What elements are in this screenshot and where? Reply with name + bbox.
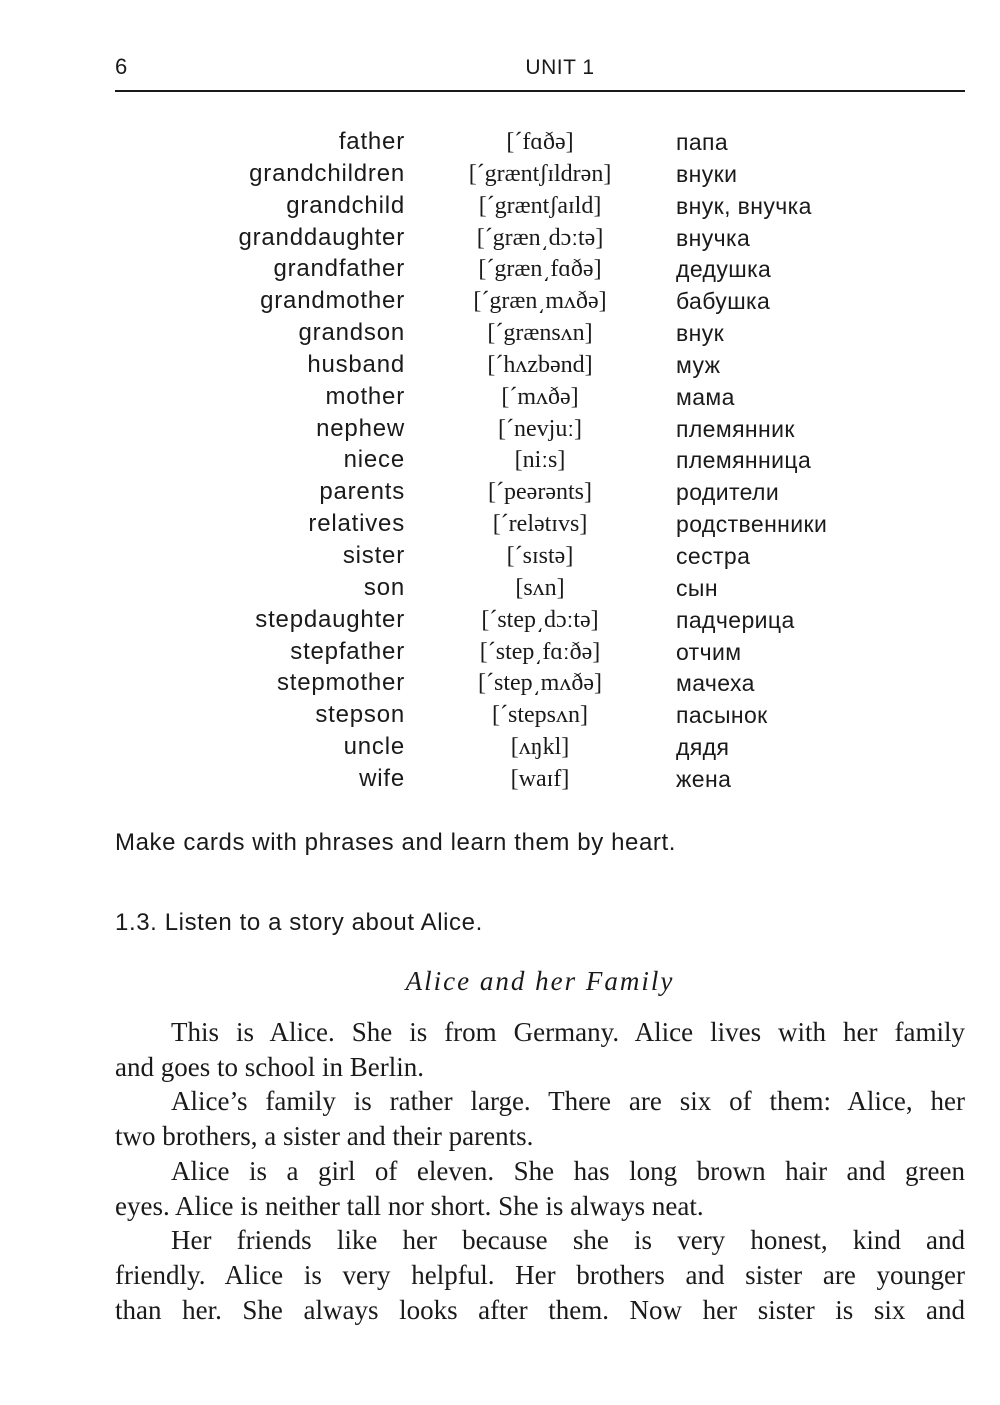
vocabulary-row — [115, 253, 965, 285]
transcription: [ˊstepsʌn] — [492, 702, 588, 729]
vocabulary-row — [115, 158, 965, 190]
english-word: grandmother — [260, 287, 405, 315]
vocabulary-row — [115, 604, 965, 636]
english-word: son — [363, 573, 405, 601]
transcription: [ˊgræntʃɪldrən] — [468, 160, 612, 187]
vocabulary-row — [115, 540, 965, 572]
english-word: granddaughter — [238, 223, 405, 251]
russian-translation: внук, внучка — [676, 192, 812, 219]
russian-translation: внук — [676, 320, 725, 347]
vocabulary-row — [115, 413, 965, 445]
russian-translation: дядя — [676, 734, 730, 761]
english-word: husband — [307, 350, 405, 378]
vocabulary-row — [115, 349, 965, 381]
english-word: grandchild — [286, 191, 405, 219]
vocabulary-row — [115, 222, 965, 254]
transcription: [ˊgræntʃaɪld] — [478, 192, 602, 219]
transcription: [ˊgræn͵dɔːtə] — [476, 224, 604, 251]
english-word: relatives — [308, 510, 405, 538]
vocabulary-row — [115, 317, 965, 349]
russian-translation: родители — [676, 479, 780, 506]
english-word: stepson — [315, 701, 405, 729]
transcription: [ˊstep͵dɔːtə] — [481, 606, 599, 633]
russian-translation: папа — [676, 129, 729, 155]
vocabulary-row — [115, 572, 965, 604]
russian-translation: внучка — [676, 224, 751, 251]
vocabulary-row — [115, 190, 965, 222]
russian-translation: муж — [676, 351, 721, 378]
russian-translation: сын — [676, 574, 718, 601]
transcription: [ˊgræn͵fɑðə] — [478, 256, 602, 283]
english-word: niece — [343, 446, 405, 474]
vocabulary-row — [115, 731, 965, 763]
transcription: [ˊpeərənts] — [488, 479, 592, 506]
russian-translation: мама — [676, 383, 735, 410]
story-line: Alice’s family is rather large. There are six of them: Alice, her — [171, 1086, 965, 1117]
transcription: [ˊhʌzbənd] — [487, 351, 593, 378]
vocabulary-row — [115, 667, 965, 699]
transcription: [ˊnevjuː] — [498, 415, 582, 442]
story-line: Alice is a girl of eleven. She has long brown hair and green — [171, 1155, 965, 1186]
story-line: two brothers, a sister and their parents. — [115, 1121, 534, 1152]
vocabulary-list — [115, 126, 965, 795]
vocabulary-row — [115, 126, 965, 158]
story-text — [115, 1015, 965, 1327]
russian-translation: жена — [676, 765, 732, 792]
russian-translation: отчим — [676, 638, 742, 665]
russian-translation: пасынок — [676, 702, 768, 729]
story-line: eyes. Alice is neither tall nor short. She is always neat. — [115, 1190, 704, 1221]
vocabulary-row — [115, 508, 965, 540]
russian-translation: бабушка — [676, 288, 771, 315]
transcription: [waɪf] — [510, 765, 570, 792]
russian-translation: мачеха — [676, 670, 755, 697]
transcription: [ˊsɪstə] — [506, 542, 574, 569]
transcription: [ˊgræn͵mʌðə] — [473, 288, 607, 315]
english-word: uncle — [343, 733, 405, 761]
transcription: [sʌn] — [515, 574, 565, 601]
page-header — [115, 52, 965, 92]
english-word: stepdaughter — [255, 605, 405, 633]
english-word: grandson — [298, 319, 405, 347]
english-word: nephew — [316, 414, 405, 442]
english-word: father — [338, 128, 405, 155]
vocabulary-row — [115, 763, 965, 795]
english-word: stepmother — [276, 669, 405, 697]
transcription: [ˊstep͵mʌðə] — [478, 670, 602, 697]
russian-translation: дедушка — [676, 256, 772, 283]
story-line: than her. She always looks after them. Now her sister is six and — [115, 1294, 965, 1325]
russian-translation: сестра — [676, 542, 751, 569]
running-head: UNIT 1 — [525, 56, 595, 79]
instruction-text: Make cards with phrases and learn them by heart. — [115, 829, 677, 856]
story-line: and goes to school in Berlin. — [115, 1051, 424, 1082]
english-word: grandfather — [273, 255, 405, 283]
page-number: 6 — [115, 54, 128, 79]
story-line: This is Alice. She is from Germany. Alice lives with her family — [171, 1017, 965, 1047]
vocabulary-row — [115, 699, 965, 731]
russian-translation: внуки — [676, 160, 738, 187]
transcription: [ˊmʌðə] — [501, 383, 579, 410]
story-line: Her friends like her because she is very honest, kind and — [171, 1225, 965, 1256]
english-word: mother — [325, 382, 405, 410]
vocabulary-row — [115, 381, 965, 413]
transcription: [ˊrelətɪvs] — [492, 511, 588, 538]
transcription: [ˊstep͵fɑːðə] — [479, 638, 601, 665]
english-word: stepfather — [290, 637, 405, 665]
english-word: sister — [342, 541, 405, 569]
vocabulary-row — [115, 285, 965, 317]
vocabulary-row — [115, 444, 965, 476]
transcription: [ˊgrænsʌn] — [487, 320, 593, 347]
russian-translation: падчерица — [676, 606, 795, 633]
transcription: [niːs] — [514, 447, 566, 474]
story-line: friendly. Alice is very helpful. Her brothers and sister are younger — [115, 1259, 965, 1290]
english-word: parents — [319, 478, 405, 506]
russian-translation: племянник — [676, 415, 795, 442]
exercise-heading: 1.3. Listen to a story about Alice. — [115, 909, 483, 936]
transcription: [ˊfɑðə] — [506, 129, 574, 155]
russian-translation: племянница — [676, 447, 812, 474]
english-word: grandchildren — [249, 159, 405, 187]
english-word: wife — [359, 764, 405, 792]
vocabulary-row — [115, 636, 965, 668]
vocabulary-row — [115, 476, 965, 508]
story-title: Alice and her Family — [405, 966, 675, 996]
transcription: [ʌŋkl] — [510, 734, 570, 761]
russian-translation: родственники — [676, 511, 828, 538]
